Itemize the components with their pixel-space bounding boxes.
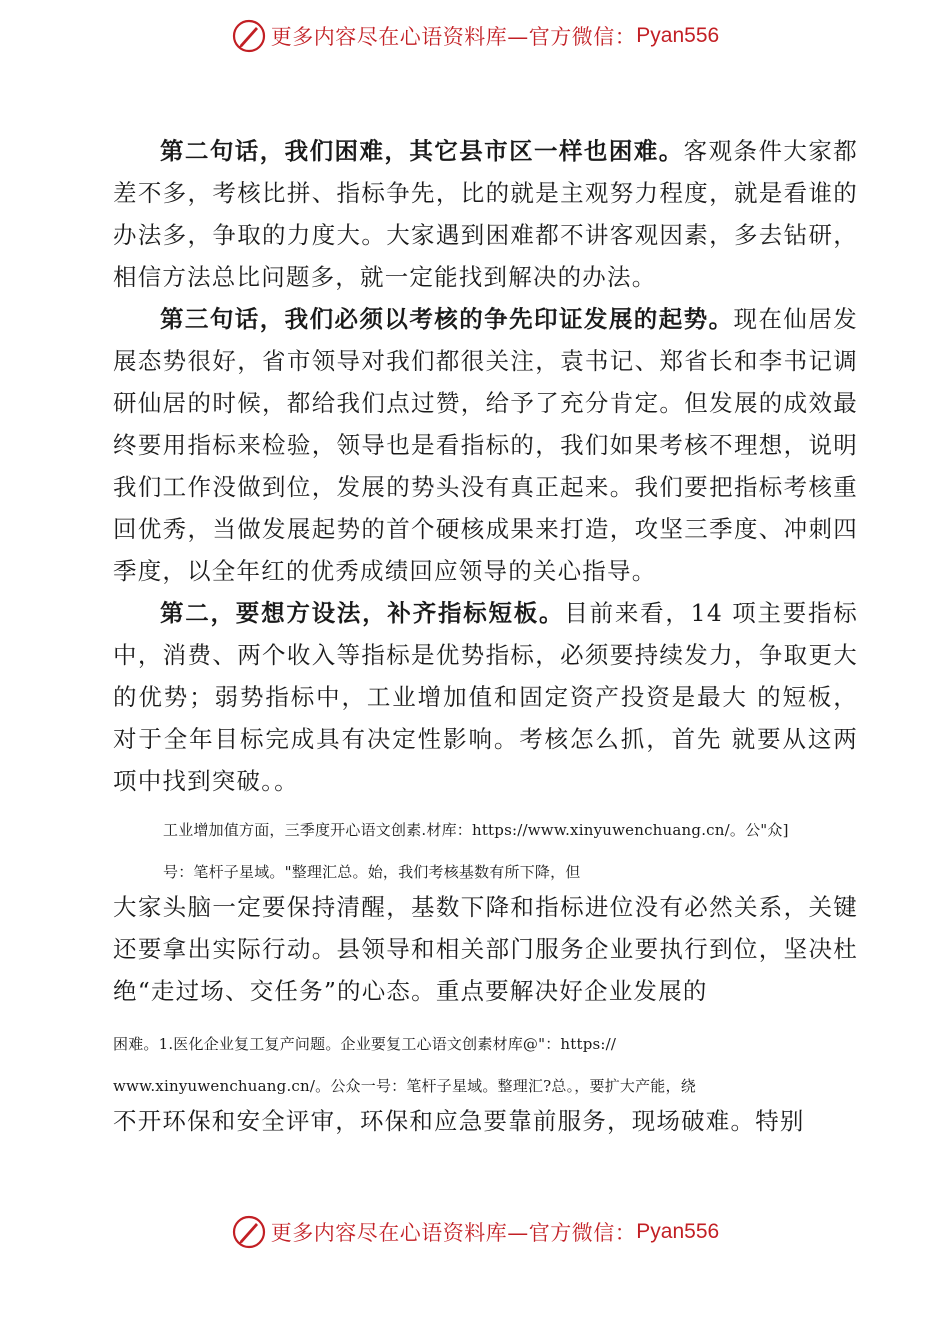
paragraph-second-point: [113, 592, 858, 802]
header-banner: [0, 14, 950, 58]
header-wechat-id: Pyan556: [636, 24, 720, 47]
small-text-line: 困难。1.医化企业复工复产问题。企业要复工心语文创素材库@"：https://: [113, 1035, 617, 1053]
small-text-line: www.xinyuwenchuang.cn/。公众一号：笔杆子星域。整理汇?总。，要扩大产能，绕: [113, 1077, 696, 1095]
header-banner-text: 更多内容尽在心语资料库—官方微信：: [270, 25, 637, 49]
quill-logo-icon: [231, 1214, 267, 1250]
small-text-line: 工业增加值方面，三季度开心语文创素.材库：https://www.xinyuwenchuang.cn/。公"众]: [163, 821, 789, 839]
paragraph-text: 不开环保和安全评审，环保和应急要靠前服务，现场破难。特别: [113, 1107, 805, 1135]
paragraph-second-sentence: [113, 130, 858, 298]
footer-banner: [0, 1210, 950, 1254]
footer-banner-text: 更多内容尽在心语资料库—官方微信：: [270, 1221, 637, 1245]
paragraph-heading: 第二句话，我们困难，其它县市区一样也困难。: [160, 137, 684, 165]
paragraph-heading: 第三句话，我们必须以考核的争先印证发展的起势。: [160, 305, 734, 333]
paragraph-text: 客观条件大家都差不多，考核比拼、指标争先，比的就是主观努力程度，就是看谁的办法多，争取的力度大。大家遇到困难都不讲客观因素，多去钻研，相信方法总比问题多，就一定能找到解决的办法。: [113, 137, 858, 291]
paragraph-heading: 第二，要想方设法，补齐指标短板。: [160, 599, 565, 627]
footer-wechat-id: Pyan556: [636, 1220, 720, 1243]
small-text-line: 号：笔杆子星域。"整理汇总。始，我们考核基数有所下降，但: [163, 863, 581, 881]
paragraph-text: 大家头脑一定要保持清醒，基数下降和指标进位没有必然关系，关键还要拿出实际行动。县领导和相关部门服务企业要执行到位，坚决杜绝“走过场、交任务”的心态。重点要解决好企业发展的: [113, 893, 858, 1005]
paragraph-text: 现在仙居发展态势很好，省市领导对我们都很关注，袁书记、郑省长和李书记调研仙居的时候，都给我们点过赞，给予了充分肯定。但发展的成效最终要用指标来检验，领导也是看指标的，我们如果考核不理想，说明我们工作没做到位，发展的势头没有真正起来。我们要把指标考核重回优秀，当做发展起势的首个硬核成果来打造，攻坚三季度、冲刺四季度，以全年红的优秀成绩回应领导的关心指导。: [113, 305, 858, 585]
paragraph-text: 目前来看，14 项主要指标中，消费、两个收入等指标是优势指标，必须要持续发力，争取更大的优势；弱势指标中，工业增加值和固定资产投资是最大 的短板，对于全年目标完成具有决定性影响。考核怎么抓，首先 就要从这两项中找到突破。。: [113, 599, 858, 795]
document-body: [113, 128, 858, 1142]
paragraph-third-sentence: [113, 298, 858, 592]
quill-logo-icon: [231, 18, 267, 54]
